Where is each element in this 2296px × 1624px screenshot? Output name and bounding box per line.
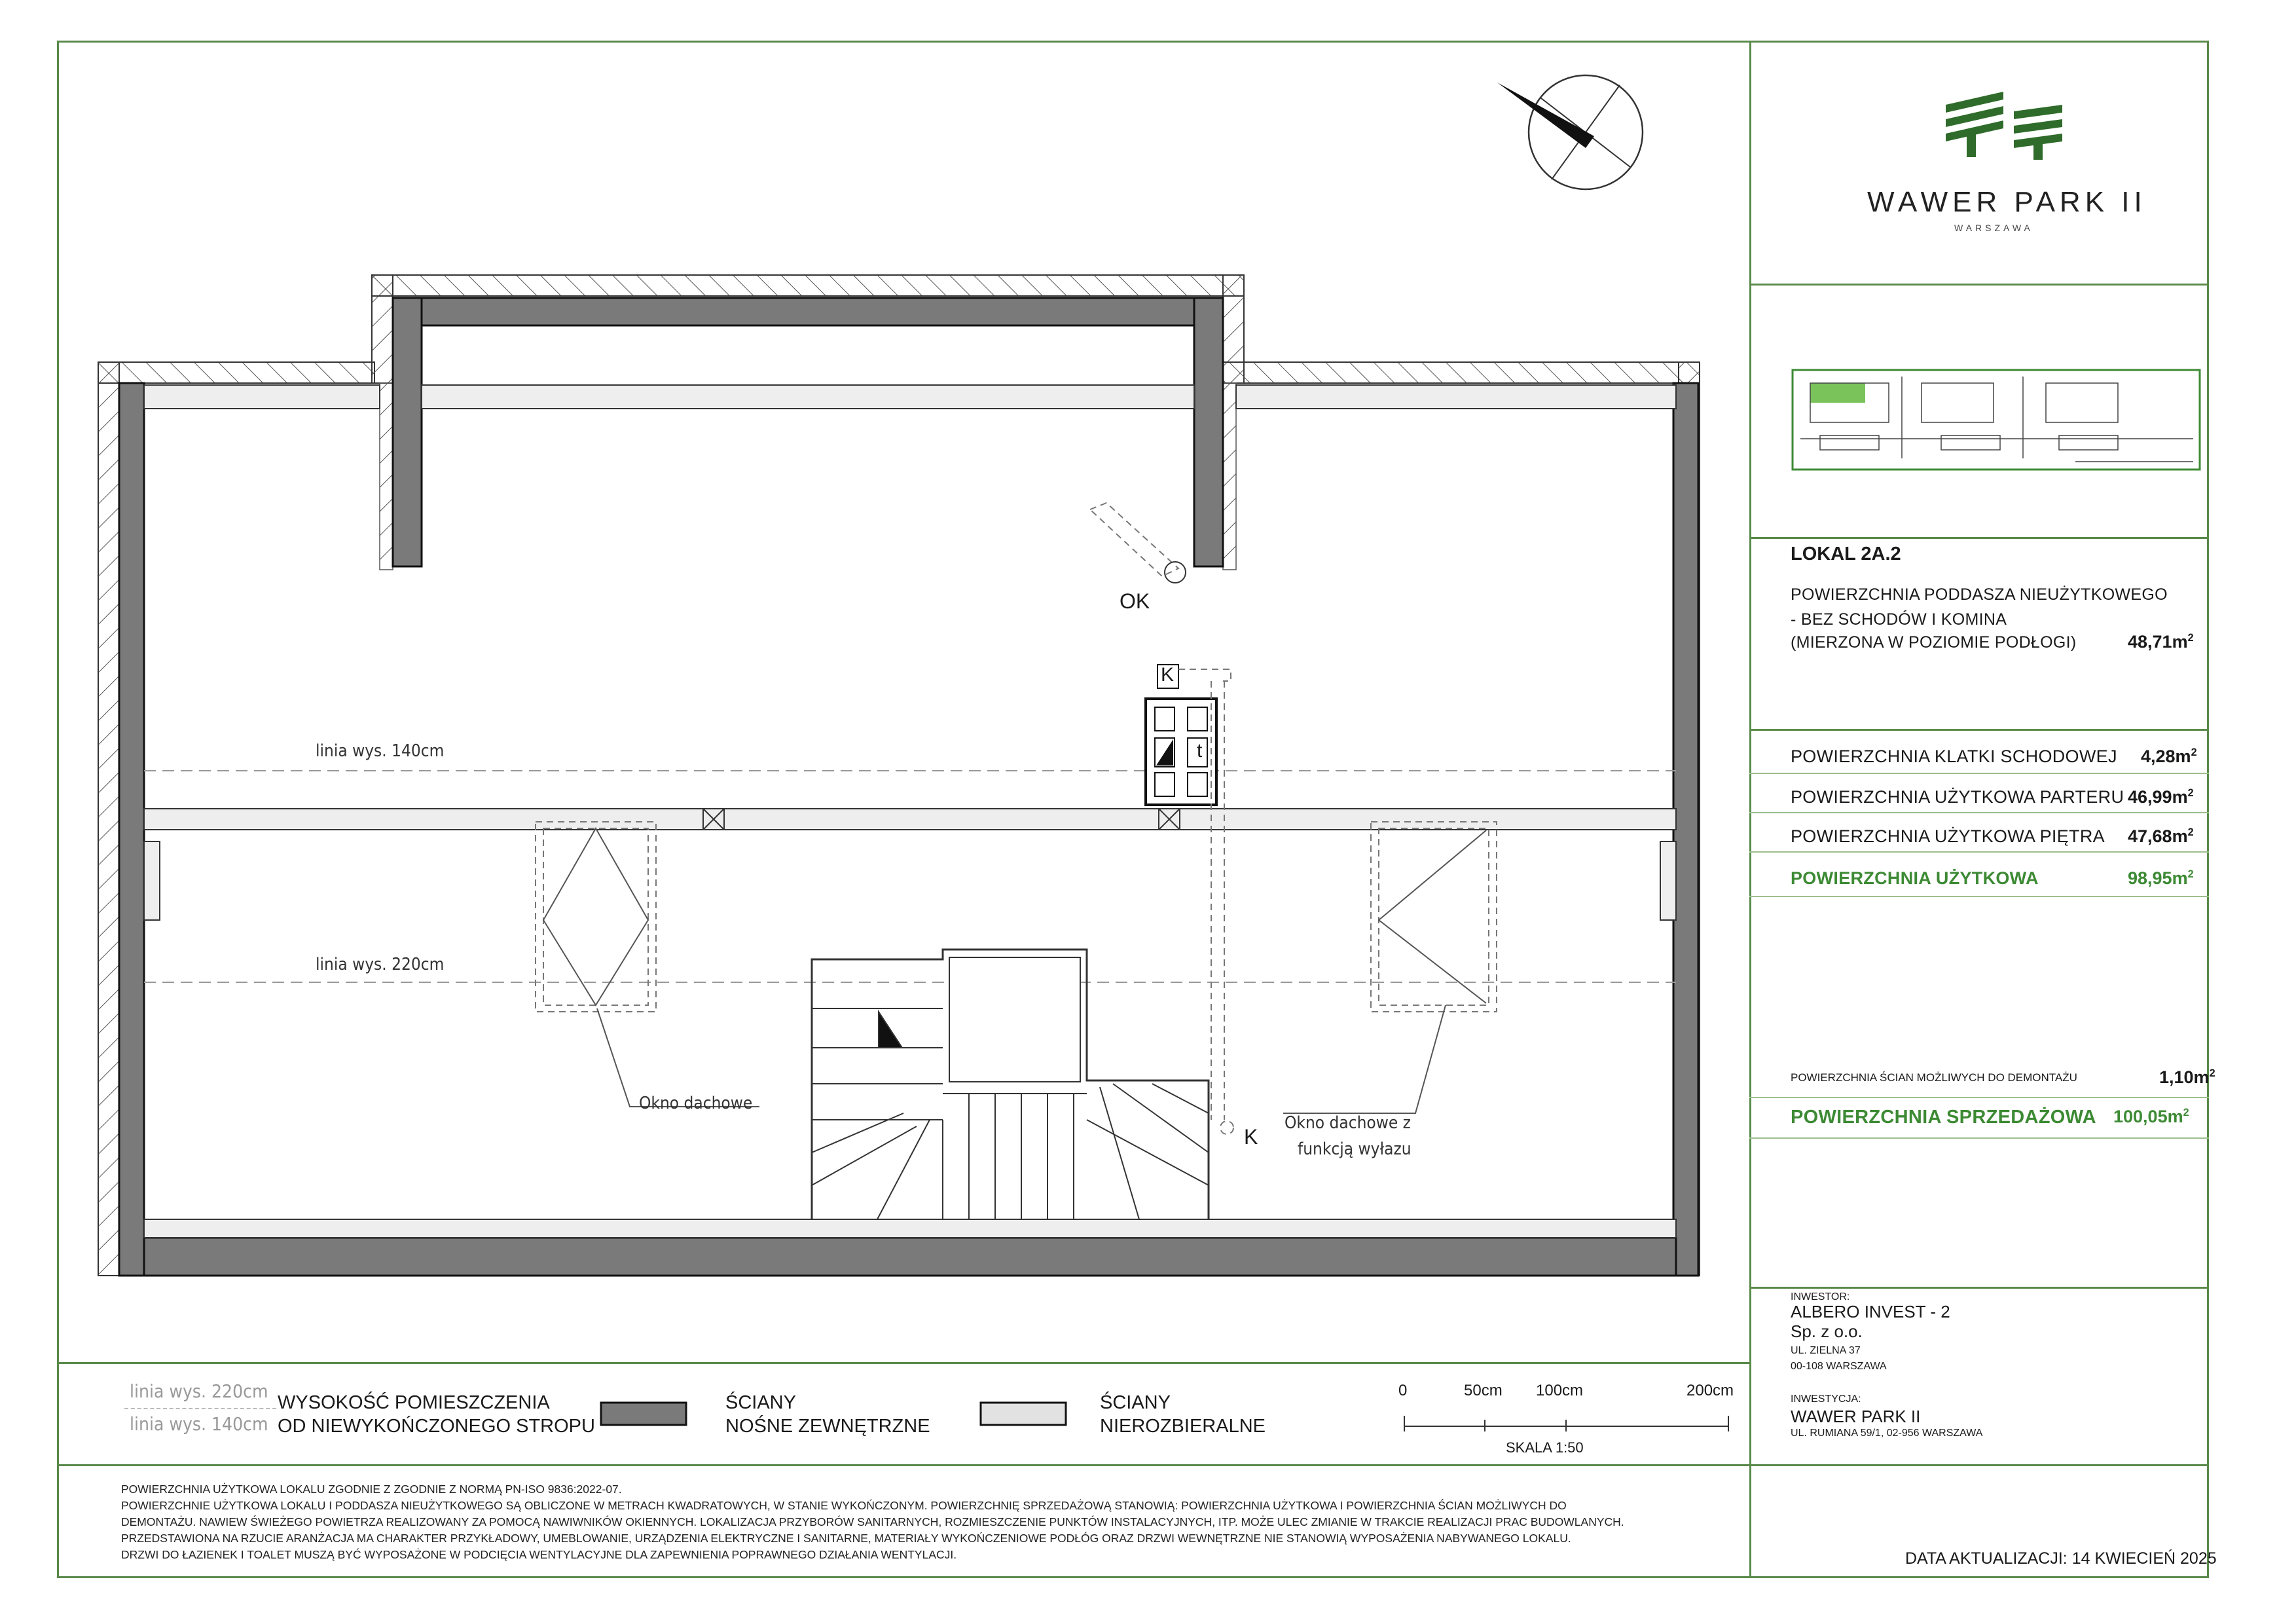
label-t: t xyxy=(1197,740,1203,762)
floor-value: $47,68m^2$ xyxy=(2128,826,2194,846)
label-line-220: linia wys. 220cm xyxy=(316,955,445,974)
stair-value: $4,28m^2$ xyxy=(2141,747,2197,766)
brand-name: WAWER PARK II xyxy=(1867,186,2147,218)
attic-label-2: - BEZ SCHODÓW I KOMINA xyxy=(1791,610,2007,629)
legend-height-2: OD NIEWYKOŃCZONEGO STROPU xyxy=(278,1416,595,1437)
attic-value: $48,71m^2$ xyxy=(2128,632,2194,652)
roof-window-right xyxy=(1371,822,1497,1012)
usable-value: $98,95m^2$ xyxy=(2128,868,2194,888)
walls-label: POWIERZCHNIA ŚCIAN MOŻLIWYCH DO DEMONTAŻU xyxy=(1791,1071,2077,1084)
walls-value: $1,10m^2$ xyxy=(2159,1067,2215,1087)
label-k-top: K xyxy=(1161,664,1175,686)
bearing-walls xyxy=(119,298,1698,1276)
label-window-left: Okno dachowe xyxy=(639,1094,753,1113)
legend-swatch-bearing xyxy=(601,1403,686,1425)
note-line-3: DEMONTAŻU. NAWIEW ŚWIEŻEGO POWIETRZA REALIZOWANY ZA POMOCĄ NAWIWNIKÓW OKIENNYCH. LOKALIZACJA PRZYBORÓW SANITARNYCH, ROZMIESZCZENIE PUNKTÓW INSTALACYJNYCH, ITP. MOŻE ULEC ZMIANIE W TRAKCIE REALIZACJI PRAC BUDOWLANYCH. xyxy=(121,1515,1624,1528)
legend-swatch-fixed xyxy=(981,1403,1066,1425)
attic-label-1: POWIERZCHNIA PODDASZA NIEUŻYTKOWEGO xyxy=(1791,585,2168,604)
project-name: WAWER PARK II xyxy=(1791,1407,1921,1426)
stair-label: POWIERZCHNIA KLATKI SCHODOWEJ xyxy=(1791,747,2117,766)
legend-fixed-2: NIEROZBIERALNE xyxy=(1100,1416,1266,1437)
ground-value: $46,99m^2$ xyxy=(2128,787,2194,807)
wawer-park-logo xyxy=(1946,92,2062,160)
label-window-right-2: funkcją wyłazu xyxy=(1298,1139,1412,1159)
usable-label: POWIERZCHNIA UŻYTKOWA xyxy=(1791,868,2039,888)
legend-bearing-1: ŚCIANY xyxy=(725,1392,796,1413)
scale-tick-200: 200cm xyxy=(1686,1382,1734,1399)
investor-name-1: ALBERO INVEST - 2 xyxy=(1791,1302,1950,1321)
investor-address-1: UL. ZIELNA 37 xyxy=(1791,1345,1861,1356)
note-line-1: POWIERZCHNIA UŻYTKOWA LOKALU ZGODNIE Z ZGODNIE Z NORMĄ PN-ISO 9836:2022-07. xyxy=(121,1483,622,1496)
note-line-5: DRZWI DO ŁAZIENEK I TOALET MUSZĄ BYĆ WYPOSAŻONE W PODCIĘCIA WENTYLACYJNE DLA ZAPEWNIENIA POPRAWNEGO DZIAŁANIA WENTYLACJI. xyxy=(121,1548,957,1561)
label-window-right-1: Okno dachowe z xyxy=(1285,1113,1411,1133)
investor-address-2: 00-108 WARSZAWA xyxy=(1791,1361,1887,1372)
note-line-4: PRZEDSTAWIONA NA RZUCIE ARANŻACJA MA CHARAKTER PRZYKŁADOWY, UMEBLOWANIE, URZĄDZENIA ELEKTRYCZNE I SANITARNE, MATERIAŁY WYKOŃCZENIOWE PODŁÓG ORAZ DRZWI WEWNĘTRZNE NIE STANOWIĄ WYPOSAŻENIA NABYWANEGO LOKALU. xyxy=(121,1532,1571,1545)
north-arrow-icon xyxy=(1497,75,1643,189)
project-address: UL. RUMIANA 59/1, 02-956 WARSZAWA xyxy=(1791,1428,1983,1439)
legend-dashed-line xyxy=(124,1408,276,1409)
sale-label: POWIERZCHNIA SPRZEDAŻOWA xyxy=(1791,1107,2096,1128)
scale-tick-0: 0 xyxy=(1398,1382,1408,1399)
legend-fixed-1: ŚCIANY xyxy=(1100,1392,1171,1413)
label-k-bottom: K xyxy=(1244,1125,1258,1149)
insulation-layer xyxy=(98,275,1700,1276)
ground-label: POWIERZCHNIA UŻYTKOWA PARTERU xyxy=(1791,787,2124,807)
legend-sample-140: linia wys. 140cm xyxy=(130,1413,268,1435)
legend-bearing-2: NOŚNE ZEWNĘTRZNE xyxy=(725,1416,930,1437)
legend-height-1: WYSOKOŚĆ POMIESZCZENIA xyxy=(278,1392,550,1413)
brand-city: WARSZAWA xyxy=(1954,223,2033,233)
roof-opening-ok xyxy=(1090,503,1186,583)
investor-name-2: Sp. z o.o. xyxy=(1791,1321,1863,1341)
scale-label: SKALA 1:50 xyxy=(1506,1439,1584,1456)
investor-heading: INWESTOR: xyxy=(1791,1291,1850,1302)
scale-tick-100: 100cm xyxy=(1536,1382,1584,1399)
key-plan xyxy=(1793,370,2200,470)
legend-sample-220: linia wys. 220cm xyxy=(130,1380,268,1402)
floor-label: POWIERZCHNIA UŻYTKOWA PIĘTRA xyxy=(1791,826,2105,846)
fixed-walls xyxy=(144,385,1676,1238)
staircase xyxy=(812,950,1209,1219)
label-line-140: linia wys. 140cm xyxy=(316,741,445,761)
note-line-2: POWIERZCHNIE UŻYTKOWA LOKALU I PODDASZA NIEUŻYTKOWEGO SĄ OBLICZONE W METRACH KWADRATOWYCH, W STANIE WYKOŃCZONYM. POWIERZCHNIĘ SPRZEDAŻOWĄ STANOWIĄ: POWIERZCHNIA UŻYTKOWA I POWIERZCHNIA ŚCIAN MOŻLIWYCH DO xyxy=(121,1499,1567,1512)
scale-bar xyxy=(1404,1416,1728,1431)
update-date: DATA AKTUALIZACJI: 14 KWIECIEŃ 2025 xyxy=(1905,1549,2217,1568)
project-heading: INWESTYCJA: xyxy=(1791,1393,1861,1405)
sale-value: $100,05m^2$ xyxy=(2113,1107,2189,1126)
scale-tick-50: 50cm xyxy=(1464,1382,1503,1399)
label-ok: OK xyxy=(1120,589,1150,613)
chimney xyxy=(1146,665,1216,805)
roof-window-left xyxy=(536,822,656,1012)
attic-label-3: (MIERZONA W POZIOMIE PODŁOGI) xyxy=(1791,633,2077,652)
unit-title: LOKAL 2A.2 xyxy=(1791,544,1901,564)
